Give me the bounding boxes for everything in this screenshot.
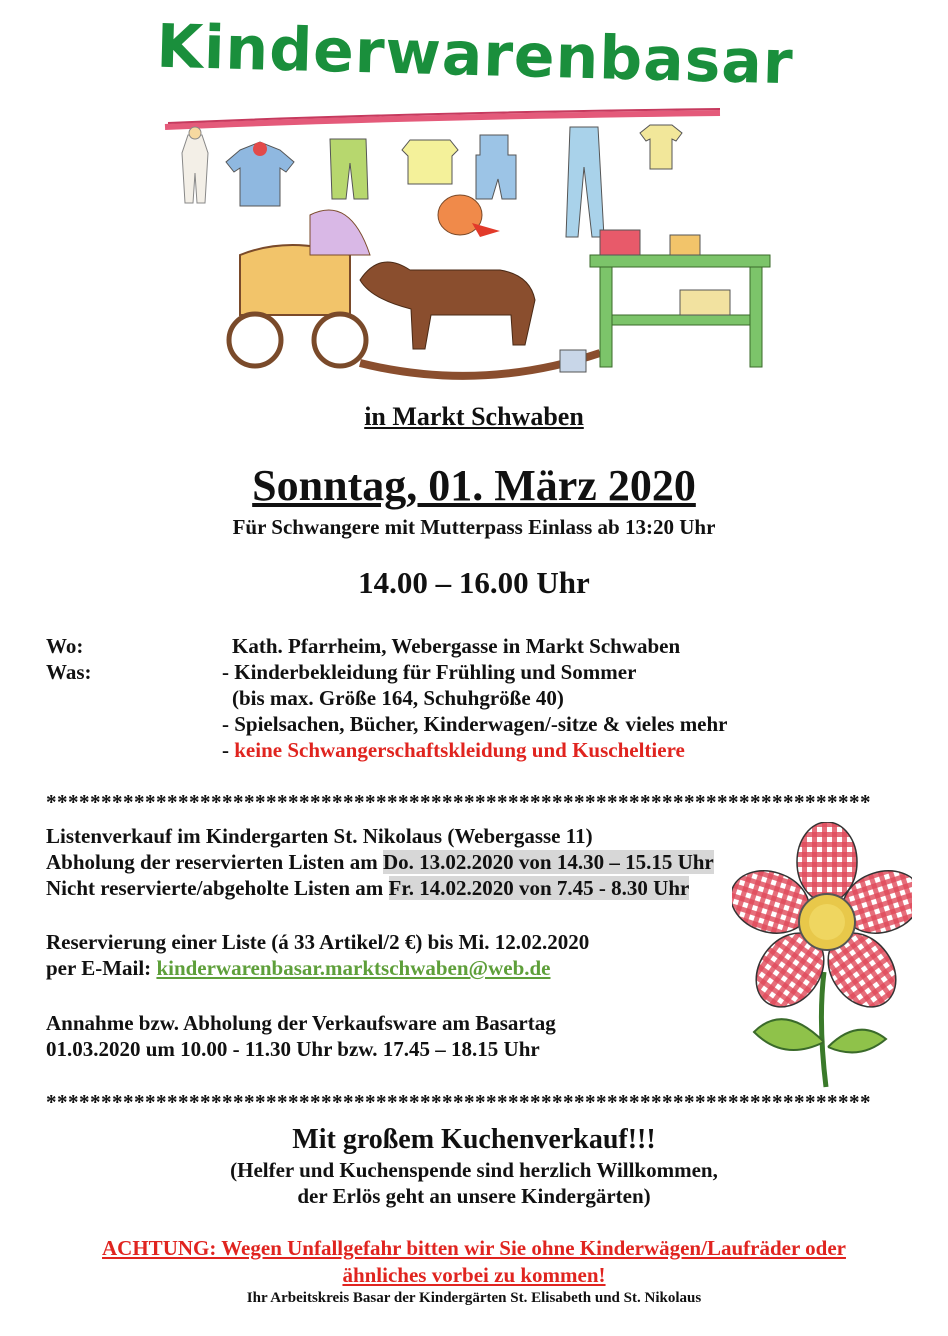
email-link[interactable]: kinderwarenbasar.marktschwaben@web.de [156,956,551,980]
was-item-dash: - [222,738,235,762]
was-item: (bis max. Größe 164, Schuhgröße 40) [232,686,564,710]
flower-icon [732,822,912,1090]
reserved-pickup-line [46,850,714,875]
footer-signature: Ihr Arbeitskreis Basar der Kindergärten St. Elisabeth und St. Nikolaus [246,1290,702,1306]
pram-icon [229,210,370,366]
was-item: - Kinderbekleidung für Frühling und Sommer [222,660,637,684]
shelf-icon [560,230,770,372]
wo-label: Wo: [46,634,84,658]
kuchen-line: (Helfer und Kuchenspende sind herzlich Willkommen, [230,1158,718,1182]
was-label: Was: [46,660,92,684]
email-line [46,956,551,981]
was-item-warning [222,738,685,763]
kuchen-line: der Erlös geht an unsere Kindergärten) [297,1184,651,1208]
was-item: - Spielsachen, Bücher, Kinderwagen/-sitze & vieles mehr [222,712,728,736]
reservation-line: Reservierung einer Liste (á 33 Artikel/2 €) bis Mi. 12.02.2020 [46,930,590,954]
wo-value: Kath. Pfarrheim, Webergasse in Markt Schwaben [232,634,681,658]
email-label: per E-Mail: [46,956,157,980]
warning-line: ACHTUNG: Wegen Unfallgefahr bitten wir Sie ohne Kinderwägen/Laufräder oder [102,1236,846,1260]
rocking-horse-icon [360,195,600,376]
basar-illustration [160,105,800,405]
unreserved-pickup-label: Nicht reservierte/abgeholte Listen am [46,876,389,900]
kuchen-heading: Mit großem Kuchenverkauf!!! [292,1124,656,1155]
opening-hours: 14.00 – 16.00 Uhr [358,565,590,600]
reserved-pickup-date: Do. 13.02.2020 von 14.30 – 15.15 Uhr [382,850,714,874]
annahme-times: 01.03.2020 um 10.00 - 11.30 Uhr bzw. 17.45 – 18.15 Uhr [46,1037,540,1061]
listenverkauf-line: Listenverkauf im Kindergarten St. Nikolaus (Webergasse 11) [46,824,593,848]
separator: *************************************************************************** [46,790,871,814]
separator: *************************************************************************** [46,1090,871,1114]
pregnant-note: Für Schwangere mit Mutterpass Einlass ab 13:20 Uhr [232,515,716,539]
excluded-items: keine Schwangerschaftskleidung und Kuscheltiere [234,738,685,762]
poster-title: Kinderwarenbasar [155,11,795,99]
warning-line: ähnliches vorbei zu kommen! [342,1263,606,1287]
reserved-pickup-label: Abholung der reservierten Listen am [46,850,383,874]
location-heading: in Markt Schwaben [364,402,584,431]
annahme-line: Annahme bzw. Abholung der Verkaufsware am Basartag [46,1011,556,1035]
unreserved-pickup-line [46,876,689,901]
date-heading: Sonntag, 01. März 2020 [252,461,696,510]
unreserved-pickup-date: Fr. 14.02.2020 von 7.45 - 8.30 Uhr [388,876,690,900]
